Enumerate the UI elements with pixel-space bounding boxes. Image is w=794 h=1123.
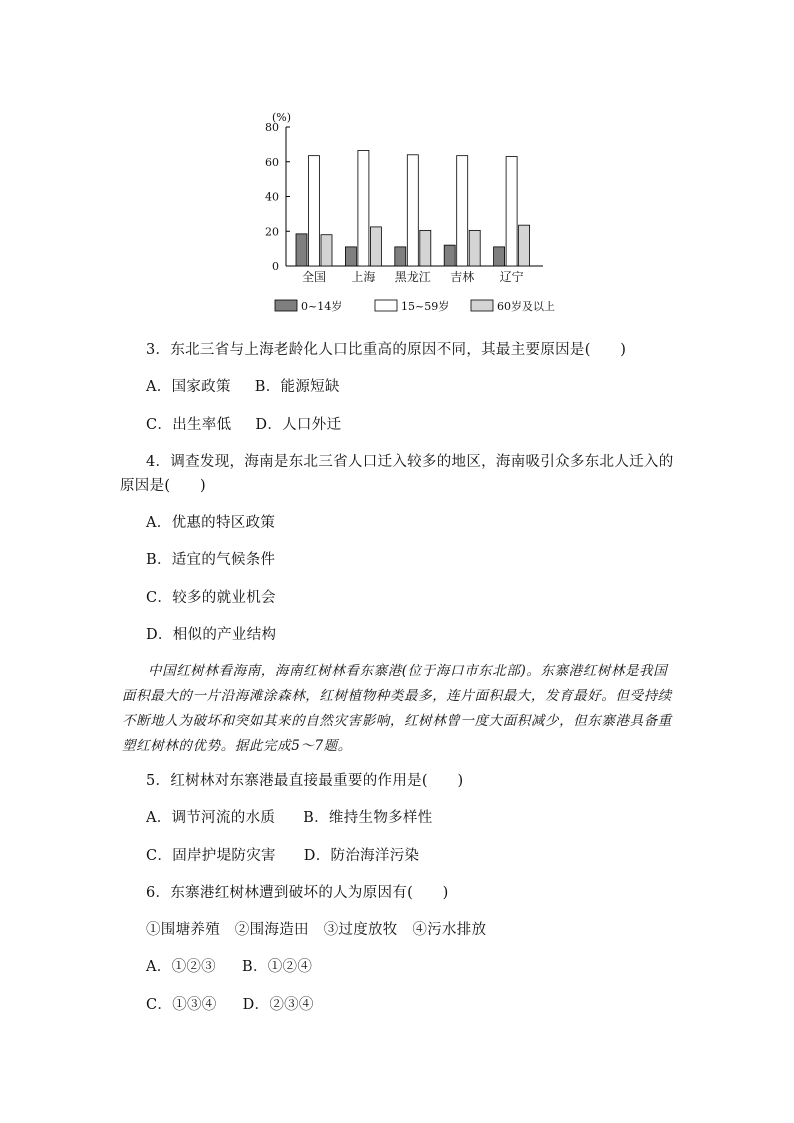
bar-全国-2: [321, 235, 332, 266]
bar-吉林-1: [457, 156, 468, 266]
bar-辽宁-2: [519, 225, 530, 266]
y-tick-label-20: 20: [265, 225, 279, 239]
chart-legend: [275, 299, 555, 313]
q4-option-b[interactable]: B．适宜的气候条件: [146, 552, 276, 568]
question-4-stem: 4．调查发现，海南是东北三省人口迁入较多的地区，海南吸引众多东北人迁入的原因是( ): [120, 454, 674, 494]
question-3-options-row2: [146, 415, 341, 435]
bar-辽宁-1: [506, 157, 517, 266]
question-6-items: ①围塘养殖 ②围海造田 ③过度放牧 ④污水排放: [146, 922, 487, 938]
x-tick-label-1: 上海: [351, 270, 376, 284]
legend-label-2: 60岁及以上: [497, 300, 555, 313]
q5-option-b[interactable]: B．维持生物多样性: [303, 810, 433, 826]
q6-option-d[interactable]: D．②③④: [242, 997, 314, 1013]
q3-option-d[interactable]: D．人口外迁: [255, 417, 342, 433]
bar-黑龙江-2: [420, 230, 431, 266]
q3-option-b[interactable]: B．能源短缺: [254, 379, 340, 395]
bar-全国-1: [309, 156, 320, 266]
y-tick-label-0: 0: [272, 260, 279, 273]
x-tick-label-4: 辽宁: [499, 270, 524, 284]
q6-option-b[interactable]: B．①②④: [241, 959, 313, 975]
q4-option-d[interactable]: D．相似的产业结构: [146, 627, 277, 643]
legend-swatch-0: [275, 300, 297, 311]
x-tick-label-0: 全国: [301, 270, 327, 284]
bar-黑龙江-0: [395, 247, 406, 266]
bar-黑龙江-1: [407, 155, 418, 266]
bar-辽宁-0: [494, 247, 505, 266]
q3-option-c[interactable]: C．出生率低: [146, 417, 232, 433]
legend-label-0: 0~14岁: [301, 300, 343, 313]
q3-option-a[interactable]: A．国家政策: [146, 379, 231, 395]
bar-全国-0: [296, 234, 307, 266]
reading-passage: 中国红树林看海南，海南红树林看东寨港(位于海口市东北部)。东寨港红树林是我国面积最大的一片沿海滩涂森林，红树植物种类最多，连片面积最大，发育最好。但受持续不断地人为破坏和突如其来的自然灾害影响，红树林曾一度大面积减少，但东寨港具备重塑红树林的优势。据此完成5～7题。: [122, 663, 672, 754]
bar-上海-0: [345, 247, 356, 266]
q4-option-a[interactable]: A．优惠的特区政策: [146, 515, 276, 531]
question-3-stem: 3．东北三省与上海老龄化人口比重高的原因不同，其最主要原因是( ): [146, 342, 627, 358]
q5-option-a[interactable]: A．调节河流的水质: [146, 810, 276, 826]
y-tick-label-80: 80: [265, 121, 279, 134]
question-3-options-row1: [146, 377, 340, 397]
question-6-options-row2: [146, 995, 314, 1015]
bar-上海-1: [358, 150, 369, 266]
y-tick-label-40: 40: [265, 190, 279, 204]
bar-吉林-2: [469, 230, 480, 266]
x-tick-label-3: 吉林: [450, 270, 475, 284]
legend-swatch-2: [471, 300, 493, 311]
legend-swatch-1: [375, 300, 397, 311]
question-6-options-row1: [146, 957, 312, 977]
q4-option-c[interactable]: C．较多的就业机会: [146, 590, 276, 606]
question-5-stem: 5．红树林对东寨港最直接最重要的作用是( ): [146, 773, 464, 789]
q6-option-c[interactable]: C．①③④: [146, 997, 217, 1013]
question-5-options-row2: [146, 846, 419, 866]
chart-bars: [296, 150, 530, 266]
y-tick-label-60: 60: [265, 155, 279, 169]
q6-option-a[interactable]: A．①②③: [146, 959, 216, 975]
q5-option-c[interactable]: C．固岸护堤防灾害: [146, 848, 276, 864]
age-structure-bar-chart: [0, 0, 794, 330]
q5-option-d[interactable]: D．防治海洋污染: [303, 848, 420, 864]
bar-上海-2: [370, 227, 381, 266]
bar-吉林-0: [444, 245, 455, 266]
question-6-stem: 6．东寨港红树林遭到破坏的人为原因有( ): [146, 885, 449, 901]
y-axis-unit-label: (%): [272, 111, 292, 124]
legend-label-1: 15~59岁: [401, 300, 450, 313]
x-tick-label-2: 黑龙江: [394, 270, 431, 284]
question-5-options-row1: [146, 808, 433, 828]
